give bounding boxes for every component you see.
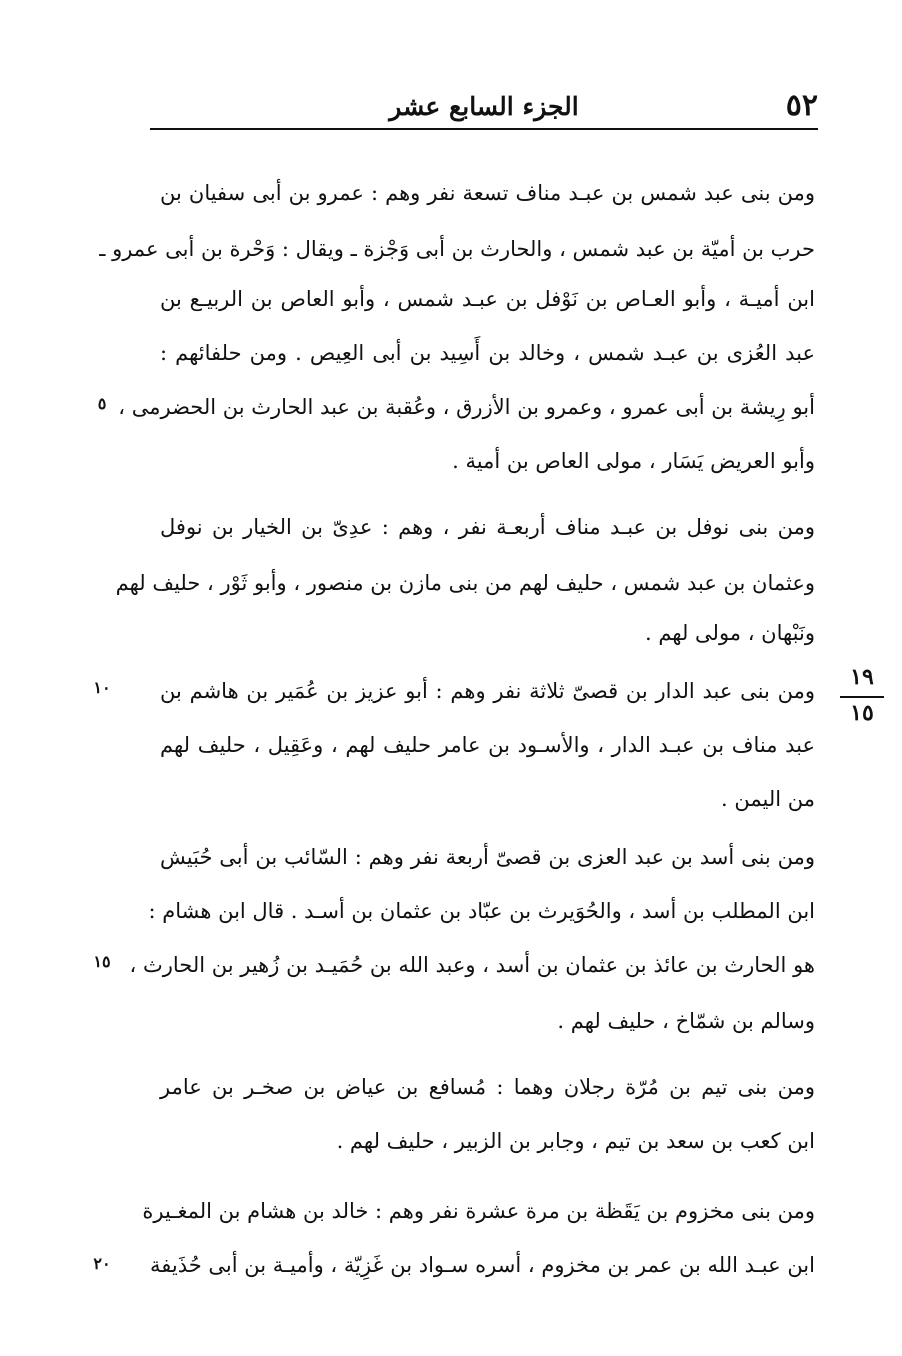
text-line: ابن المطلب بن أسد ، والحُوَيرث بن عبّاد بن عثمان بن أسـد . قال ابن هشام : xyxy=(148,899,815,923)
page-header xyxy=(150,88,818,128)
text-line: ابن عبـد الله بن عمر بن مخزوم ، أسره سـواد بن غَزِيّة ، وأميـة بن أبى حُذَيفة xyxy=(150,1253,815,1277)
margin-note-bottom: ١٥ xyxy=(850,700,874,726)
line-number: ١٠ xyxy=(93,678,111,697)
text-line: ونَبْهان ، مولى لهم . xyxy=(644,621,815,645)
text-line: وعثمان بن عبد شمس ، حليف لهم من بنى مازن بن منصور ، وأبو ثَوْر ، حليف لهم xyxy=(115,571,815,595)
text-line: هو الحارث بن عائذ بن عثمان بن أسد ، وعبد الله بن حُمَيـد بن زُهير بن الحارث ، xyxy=(129,953,815,977)
margin-note-top: ١٩ xyxy=(850,664,874,690)
text-line: ومن بنى نوفل بن عبـد مناف أربعـة نفر ، وهم : عدِىّ بن الخيار بن نوفل xyxy=(160,515,815,539)
text-line: من اليمن . xyxy=(721,787,815,811)
text-line: حرب بن أميّة بن عبد شمس ، والحارث بن أبى وَجْزة ـ ويقال : وَحْرة بن أبى عمرو ـ xyxy=(99,237,815,261)
text-line: وسالم بن شمّاخ ، حليف لهم . xyxy=(557,1009,815,1033)
text-line: ومن بنى مخزوم بن يَقَظة بن مرة عشرة نفر وهم : خالد بن هشام بن المغـيرة xyxy=(142,1199,815,1223)
line-number: ٥ xyxy=(97,394,107,413)
margin-note-rule xyxy=(840,696,884,698)
text-line: ابن أميـة ، وأبو العـاص بن نَوْفل بن عبـد شمس ، وأبو العاص بن الربيـع بن xyxy=(160,287,815,311)
text-line: ومن بنى عبد الدار بن قصىّ ثلاثة نفر وهم : أبو عزيز بن عُمَير بن هاشم بن xyxy=(160,679,815,703)
header-rule xyxy=(150,128,818,130)
text-line: وأبو العريض يَسَار ، مولى العاص بن أمية . xyxy=(452,449,815,473)
text-line: ومن بنى تيم بن مُرّة رجلان وهما : مُسافع بن عياض بن صخـر بن عامر xyxy=(160,1075,815,1099)
text-line: ومن بنى عبد شمس بن عبـد مناف تسعة نفر وهم : عمرو بن أبى سفيان بن xyxy=(160,181,815,205)
line-number: ٢٠ xyxy=(93,1254,111,1273)
line-number: ١٥ xyxy=(93,952,111,971)
text-line: أبو رِيشة بن أبى عمرو ، وعمرو بن الأزرق ، وعُقبة بن عبد الحارث بن الحضرمى ، xyxy=(118,395,815,419)
page-number: ٥٢ xyxy=(785,88,818,123)
text-line: عبد مناف بن عبـد الدار ، والأسـود بن عامر حليف لهم ، وعَقِيل ، حليف لهم xyxy=(160,733,815,757)
text-line: ومن بنى أسد بن عبد العزى بن قصىّ أربعة نفر وهم : السّائب بن أبى حُبَيش xyxy=(160,845,815,869)
text-line: عبد العُزى بن عبـد شمس ، وخالد بن أَسِيد بن أبى العِيص . ومن حلفائهم : xyxy=(160,341,815,365)
text-line: ابن كعب بن سعد بن تيم ، وجابر بن الزبير ، حليف لهم . xyxy=(336,1129,815,1153)
running-title: الجزء السابع عشر xyxy=(389,92,579,121)
